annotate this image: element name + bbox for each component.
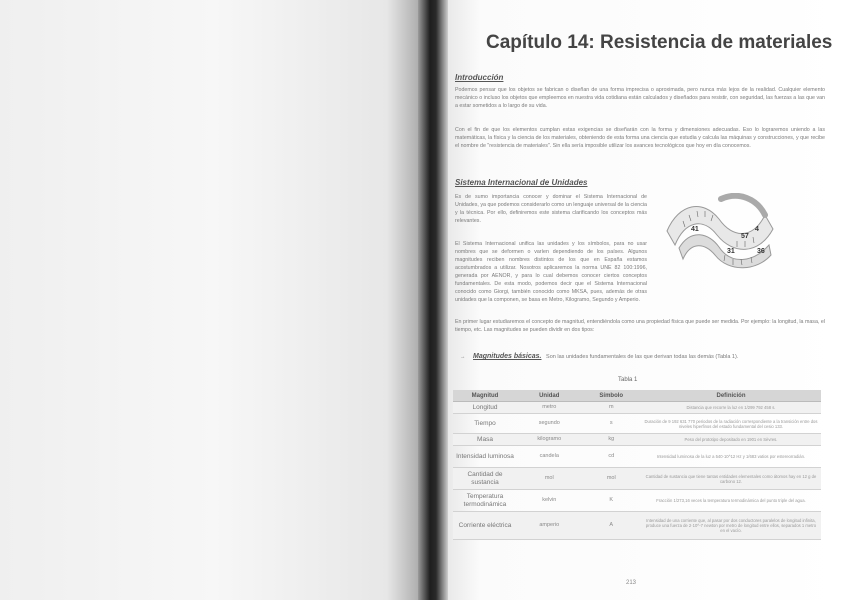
table-row xyxy=(453,446,821,468)
cell-unidad: metro xyxy=(517,402,582,414)
cell-unidad: kilogramo xyxy=(517,434,582,446)
cell-definicion: Duración de 9 192 631 770 periodos de la radiación correspondiente a la transición entre dos niveles hiperfinos del estado fundamental del cesio 133. xyxy=(641,414,821,434)
cell-magnitud: Corriente eléctrica xyxy=(453,512,517,540)
col-header-magnitud: Magnitud xyxy=(453,390,517,402)
table-row xyxy=(453,490,821,512)
cell-unidad: segundo xyxy=(517,414,582,434)
chapter-title: Capítulo 14: Resistencia de materiales xyxy=(486,32,833,53)
table-row xyxy=(453,402,821,414)
col-header-definicion: Definición xyxy=(641,390,821,402)
svg-text:31: 31 xyxy=(727,248,735,255)
cell-unidad: candela xyxy=(517,446,582,468)
basic-magnitudes-item xyxy=(460,353,830,360)
svg-text:36: 36 xyxy=(757,248,765,255)
cell-simbolo: mol xyxy=(582,468,641,490)
right-page xyxy=(448,0,848,600)
cell-simbolo: m xyxy=(582,402,641,414)
cell-definicion: Distancia que recorre la luz en 1/299 792 458 s. xyxy=(641,402,821,414)
cell-magnitud: Intensidad luminosa xyxy=(453,446,517,468)
arrow-bullet-icon: → xyxy=(460,354,466,360)
measuring-tape-image xyxy=(661,193,776,271)
introduction-heading: Introducción xyxy=(455,73,504,82)
cell-simbolo: kg xyxy=(582,434,641,446)
cell-definicion: Peso del prototipo depositado en 1901 en Sèvres. xyxy=(641,434,821,446)
cell-unidad: mol xyxy=(517,468,582,490)
table-row xyxy=(453,512,821,540)
cell-magnitud: Longitud xyxy=(453,402,517,414)
cell-simbolo: A xyxy=(582,512,641,540)
si-heading: Sistema Internacional de Unidades xyxy=(455,178,588,187)
intro-paragraph-2: Con el fin de que los elementos cumplan estas exigencias se diseñarán con la forma y dimensiones adecuadas. Eso lo lograremos uniendo a las matemáticas, la física y la ciencia de los materiales, obteniendo de esta forma una ciencia que estudia y calcula las máquinas y construcciones, y que recibe el nombre de "resistencia de materiales". Sin ella sería imposible utilizar los avances tecnológicos que hoy en día conocemos. xyxy=(455,127,825,149)
col-header-unidad: Unidad xyxy=(517,390,582,402)
si-paragraph-2: El Sistema Internacional unifica las unidades y los símbolos, para no usar nombres que se deformen o varíen dependiendo de los países. Algunos magnitudes reciben nombres distintos de los que en España estamos acostumbrados a utilizar. Nosotros aplicaremos la norma UNE 82 100:1996, generada por AENOR, y para lo cual debemos conocer ciertos conceptos fundamentales. De esta modo, podemos decir que el Sistema Internacional conocido como Giorgi, también conocido como MKSA, pues, además de otras unidades que la componen, se basa en Metro, Kilogramo, Segundo y Amperio. xyxy=(455,241,647,303)
cell-magnitud: Tiempo xyxy=(453,414,517,434)
cell-unidad: amperio xyxy=(517,512,582,540)
si-units-table xyxy=(453,390,821,540)
book-gutter-shadow xyxy=(418,0,448,600)
si-paragraph-3: En primer lugar estudiaremos el concepto de magnitud, entendiéndola como una propiedad física que puede ser medida. Por ejemplo: la longitud, la masa, el tiempo, etc. Las magnitudes se pueden dividir en dos tipos: xyxy=(455,319,825,333)
table-caption: Tabla 1 xyxy=(618,377,638,383)
svg-text:57: 57 xyxy=(741,233,749,240)
svg-text:4: 4 xyxy=(755,226,759,233)
cell-magnitud: Cantidad de sustancia xyxy=(453,468,517,490)
basic-magnitudes-text: Son las unidades fundamentales de las que derivan todas las demás (Tabla 1). xyxy=(546,354,739,360)
cell-definicion: Fracción 1/273,16 veces la temperatura termodinámica del punto triple del agua. xyxy=(641,490,821,512)
svg-text:41: 41 xyxy=(691,226,699,233)
cell-magnitud: Temperatura termodinámica xyxy=(453,490,517,512)
cell-definicion: Intensidad luminosa de la luz a 540·10^12 Hz y 1/683 vatios por estereorradián. xyxy=(641,446,821,468)
page-number: 213 xyxy=(626,580,637,586)
col-header-simbolo: Símbolo xyxy=(582,390,641,402)
cell-definicion: Cantidad de sustancia que tiene tantas entidades elementales como átomos hay en 12 g de carbono 12. xyxy=(641,468,821,490)
cell-simbolo: K xyxy=(582,490,641,512)
table-row xyxy=(453,414,821,434)
si-paragraph-1: Es de sumo importancia conocer y dominar el Sistema Internacional de Unidades, ya que podemos considerarlo como un lenguaje universal de la ciencia y la técnica. Por ello, definiremos este sistema clarificando los conceptos más relevantes. xyxy=(455,194,647,224)
table-row xyxy=(453,434,821,446)
cell-definicion: Intensidad de una corriente que, al pasar por dos conductores paralelos de longitud infinita, produce una fuerza de 2·10^-7 newton por metro de longitud entre ellos, separados 1 metro en el vacío. xyxy=(641,512,821,540)
table-row xyxy=(453,468,821,490)
cell-simbolo: s xyxy=(582,414,641,434)
cell-magnitud: Masa xyxy=(453,434,517,446)
basic-magnitudes-term: Magnitudes básicas. xyxy=(473,353,542,360)
cell-unidad: kelvin xyxy=(517,490,582,512)
cell-simbolo: cd xyxy=(582,446,641,468)
intro-paragraph-1: Podemos pensar que los objetos se fabrican o diseñan de una forma imprecisa o aproximada, pero nunca más lejos de la realidad. Cualquier elemento mecánico o incluso los objetos que empleemos en nuestra vida cotidiana están calculados y diseñados para resistir, con seguridad, las fuerzas a las que van a estar sometidos a lo largo de su vida. xyxy=(455,87,825,109)
